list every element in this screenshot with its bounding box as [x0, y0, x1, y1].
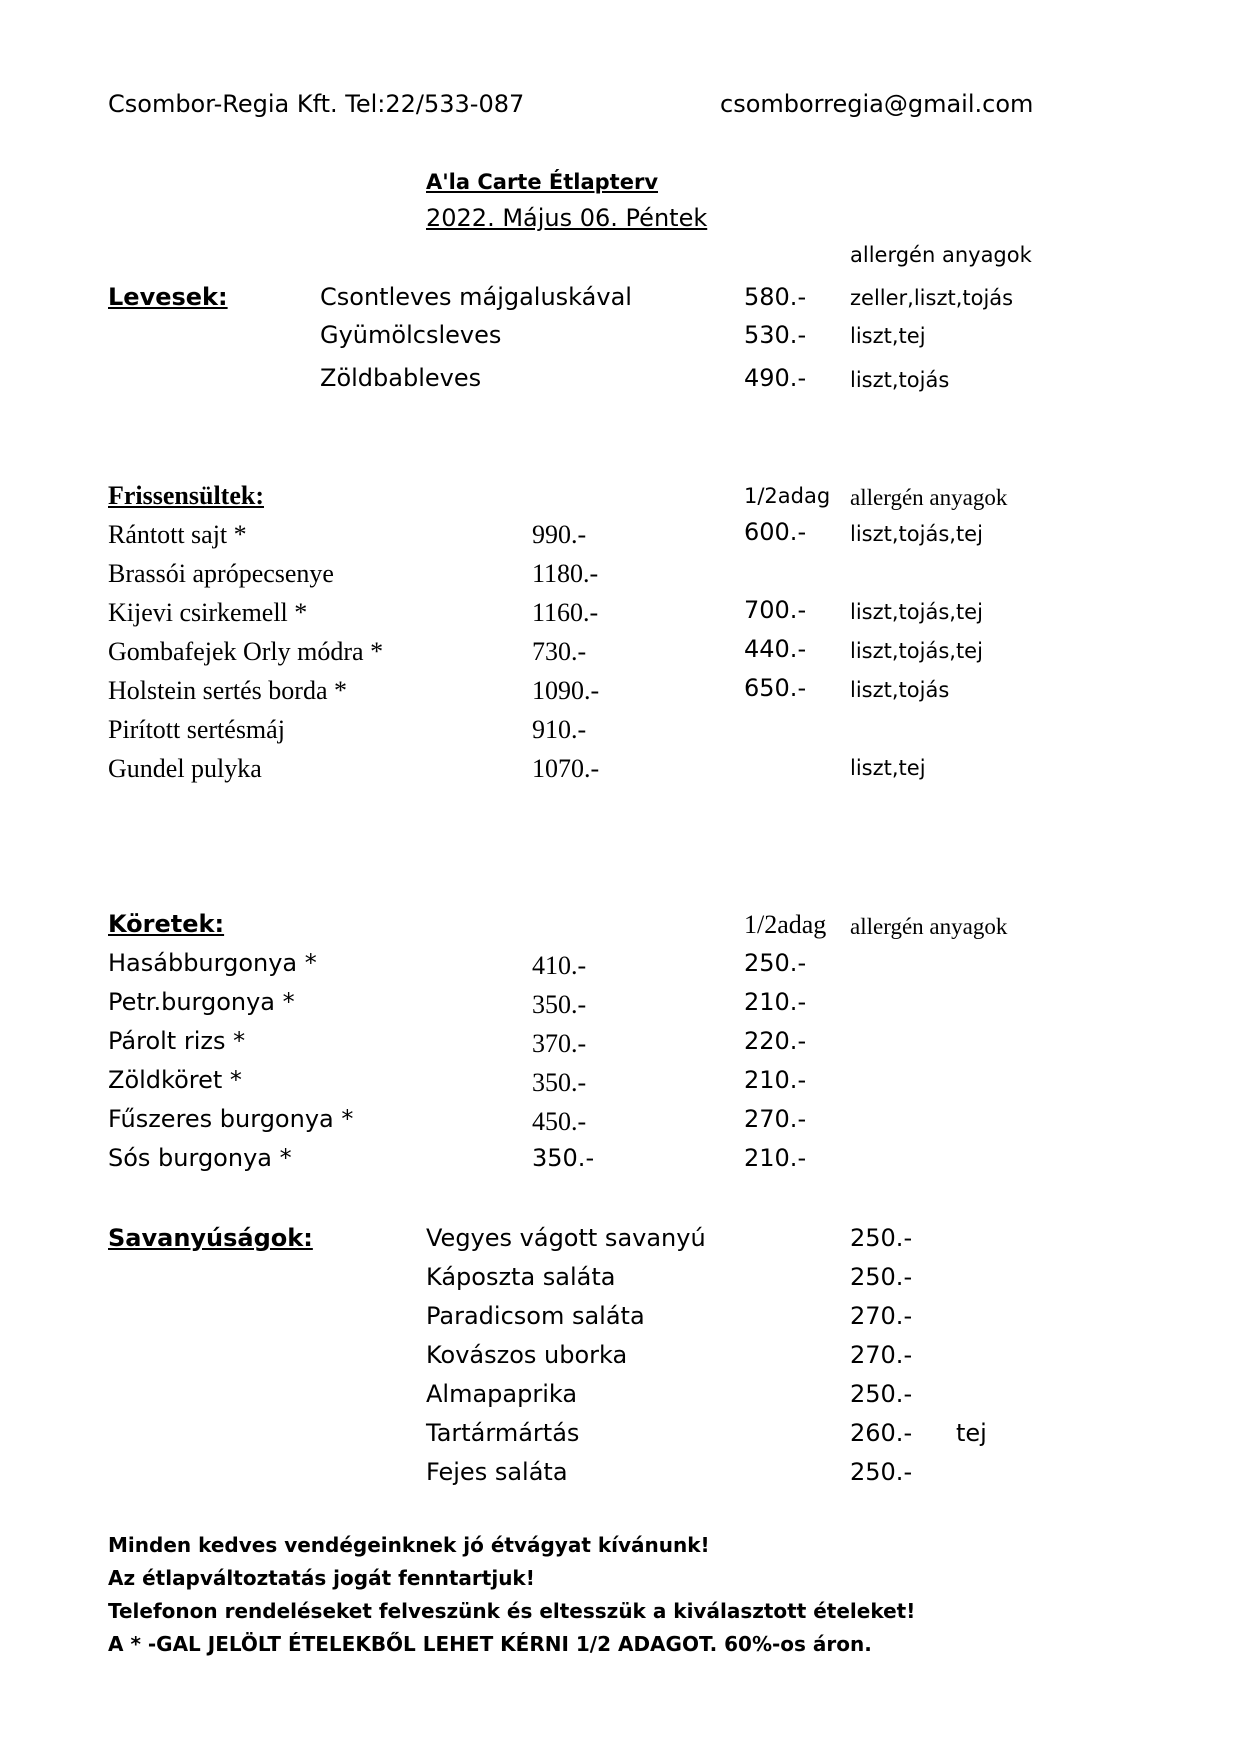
frissensultek-item-price: 910.- — [532, 715, 587, 744]
email: csomborregia@gmail.com — [720, 90, 1034, 118]
savanyusagok-item-price: 250.- — [850, 1380, 913, 1408]
frissensultek-item-price: 730.- — [532, 637, 587, 666]
levesek-item-price: 580.- — [744, 283, 807, 311]
frissensultek-item-price: 990.- — [532, 520, 587, 549]
koretek-item-half: 250.- — [744, 949, 807, 977]
levesek-item-allergens: liszt,tojás — [850, 368, 950, 392]
koretek-item-name: Sós burgonya * — [108, 1144, 292, 1172]
frissensultek-item-name: Brassói aprópecsenye — [108, 559, 334, 588]
savanyusagok-item-name: Paradicsom saláta — [426, 1302, 645, 1330]
frissensultek-item-name: Gombafejek Orly módra * — [108, 637, 384, 666]
koretek-item-price: 350.- — [532, 990, 587, 1019]
frissensultek-item-half: 600.- — [744, 518, 807, 546]
frissensultek-item-allergens: liszt,tojás,tej — [850, 522, 983, 546]
savanyusagok-item-price: 260.- — [850, 1419, 913, 1447]
frissensultek-item-allergens: liszt,tej — [850, 756, 926, 780]
koretek-allergen-header: allergén anyagok — [850, 914, 1008, 939]
levesek-item-allergens: zeller,liszt,tojás — [850, 286, 1014, 310]
savanyusagok-item-price: 270.- — [850, 1341, 913, 1369]
frissensultek-item-price: 1090.- — [532, 676, 600, 705]
koretek-item-name: Párolt rizs * — [108, 1027, 246, 1055]
koretek-item-name: Hasábburgonya * — [108, 949, 317, 977]
koretek-item-price: 370.- — [532, 1029, 587, 1058]
frissensultek-item-allergens: liszt,tojás — [850, 678, 950, 702]
frissensultek-item-name: Holstein sertés borda * — [108, 676, 348, 705]
levesek-item-allergens: liszt,tej — [850, 324, 926, 348]
koretek-item-price: 350.- — [532, 1068, 587, 1097]
savanyusagok-item-price: 270.- — [850, 1302, 913, 1330]
frissensultek-half-header: 1/2adag — [744, 484, 831, 508]
frissensultek-allergen-header: allergén anyagok — [850, 485, 1008, 510]
savanyusagok-item-price: 250.- — [850, 1263, 913, 1291]
menu-date: 2022. Május 06. Péntek — [426, 204, 708, 232]
frissensultek-item-allergens: liszt,tojás,tej — [850, 600, 983, 624]
frissensultek-item-name: Rántott sajt * — [108, 520, 247, 549]
koretek-heading: Köretek: — [108, 910, 225, 938]
frissensultek-heading: Frissensültek: — [108, 481, 264, 510]
savanyusagok-item-name: Vegyes vágott savanyú — [426, 1224, 706, 1252]
savanyusagok-item-name: Fejes saláta — [426, 1458, 568, 1486]
savanyusagok-item-price: 250.- — [850, 1458, 913, 1486]
savanyusagok-item-price: 250.- — [850, 1224, 913, 1252]
frissensultek-item-half: 440.- — [744, 635, 807, 663]
savanyusagok-item-allergens: tej — [956, 1419, 987, 1447]
koretek-item-half: 210.- — [744, 988, 807, 1016]
levesek-item-name: Gyümölcsleves — [320, 321, 502, 349]
frissensultek-item-price: 1180.- — [532, 559, 599, 588]
levesek-item-name: Csontleves májgaluskával — [320, 283, 632, 311]
koretek-item-half: 270.- — [744, 1105, 807, 1133]
savanyusagok-item-name: Almapaprika — [426, 1380, 578, 1408]
levesek-allergen-header: allergén anyagok — [850, 243, 1032, 267]
menu-title: A'la Carte Étlapterv — [426, 170, 659, 194]
frissensultek-item-half: 700.- — [744, 596, 807, 624]
koretek-item-price: 350.- — [532, 1144, 595, 1172]
savanyusagok-item-name: Tartármártás — [426, 1419, 580, 1447]
koretek-item-half: 220.- — [744, 1027, 807, 1055]
koretek-item-half: 210.- — [744, 1066, 807, 1094]
frissensultek-item-name: Gundel pulyka — [108, 754, 262, 783]
koretek-half-header: 1/2adag — [744, 910, 827, 939]
levesek-item-price: 530.- — [744, 321, 807, 349]
footer-line: Az étlapváltoztatás jogát fenntartjuk! — [108, 1566, 535, 1590]
levesek-heading: Levesek: — [108, 283, 228, 311]
savanyusagok-item-name: Kovászos uborka — [426, 1341, 628, 1369]
frissensultek-item-allergens: liszt,tojás,tej — [850, 639, 983, 663]
frissensultek-item-name: Kijevi csirkemell * — [108, 598, 308, 627]
frissensultek-item-half: 650.- — [744, 674, 807, 702]
koretek-item-half: 210.- — [744, 1144, 807, 1172]
savanyusagok-item-name: Káposzta saláta — [426, 1263, 616, 1291]
footer-line: A * -GAL JELÖLT ÉTELEKBŐL LEHET KÉRNI 1/2 ADAGOT. 60%-os áron. — [108, 1632, 872, 1656]
koretek-item-name: Fűszeres burgonya * — [108, 1105, 354, 1133]
frissensultek-item-name: Pirított sertésmáj — [108, 715, 285, 744]
footer-line: Telefonon rendeléseket felveszünk és eltesszük a kiválasztott ételeket! — [108, 1599, 916, 1623]
footer-line: Minden kedves vendégeinknek jó étvágyat kívánunk! — [108, 1533, 710, 1557]
levesek-item-name: Zöldbableves — [320, 364, 482, 392]
frissensultek-item-price: 1160.- — [532, 598, 599, 627]
savanyusagok-heading: Savanyúságok: — [108, 1224, 313, 1252]
koretek-item-price: 410.- — [532, 951, 587, 980]
koretek-item-name: Zöldköret * — [108, 1066, 242, 1094]
koretek-item-price: 450.- — [532, 1107, 587, 1136]
levesek-item-price: 490.- — [744, 364, 807, 392]
koretek-item-name: Petr.burgonya * — [108, 988, 295, 1016]
company-info: Csombor-Regia Kft. Tel:22/533-087 — [108, 90, 525, 118]
frissensultek-item-price: 1070.- — [532, 754, 600, 783]
